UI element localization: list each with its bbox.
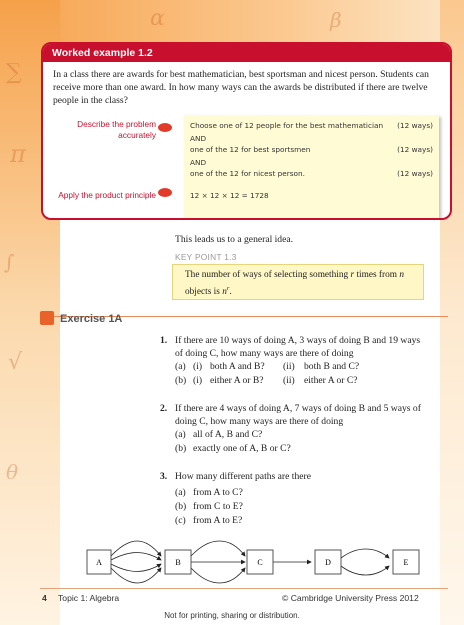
callout-bubble-icon [158,123,172,132]
key-point-text-part: . [229,287,232,298]
key-point-text [185,269,417,299]
part-label: (a) [175,429,186,440]
copyright: © Cambridge University Press 2012 [282,593,419,603]
path-d-e-top [341,549,389,558]
part-text: all of A, B and C? [193,429,263,440]
label-describe-problem: Describe the problem accurately [77,119,156,140]
part-label: (c) [175,515,186,526]
question-text: How many different paths are there [175,471,311,482]
note-ways: (12 ways) [397,121,433,130]
distribution-notice: Not for printing, sharing or distribution. [164,611,300,620]
part-text: either A or B? [210,375,264,386]
part-text: both A and B? [210,361,265,372]
subpart-label: (i) [193,361,203,372]
question-number: 3. [160,471,168,482]
path-a-b-top [111,541,161,556]
note-line: AND [190,134,207,143]
exercise-title: Exercise 1A [60,313,123,325]
path-b-c-bottom [191,568,245,583]
decorative-math-glyph: β [330,8,342,32]
key-point-box [172,264,424,300]
node-a-label: A [96,558,102,567]
question-number: 1. [160,335,168,346]
key-point-title: KEY POINT 1.3 [175,252,237,262]
key-point-text-part: objects is [185,287,223,298]
question-number: 2. [160,403,168,414]
worked-example-box [41,42,452,220]
part-text: either A or C? [304,375,358,386]
decorative-top-band [0,0,464,45]
key-point-var-n: n [399,270,404,280]
part-label: (a) [175,487,186,498]
worked-example-problem: In a class there are awards for best mathematician, best sportsman and nicest person. Students can receive more than one award. In how many ways can the awards be distributed if there are twelve people in the class? [53,69,429,106]
key-point-text-part: times from [354,270,400,280]
note-line: one of the 12 for nicest person. [190,169,305,178]
part-label: (a) [175,361,186,372]
question-text: If there are 10 ways of doing A, 3 ways of doing B and 19 ways of doing C, how many ways are there of doing [175,335,421,359]
part-text: from C to E? [193,501,243,512]
exercise-marker-icon [40,311,54,325]
key-point-var-n: n [222,287,227,298]
path-diagram [85,538,435,586]
callout-bubble-icon [158,188,172,197]
note-ways: (12 ways) [397,145,433,154]
part-text: exactly one of A, B or C? [193,443,291,454]
question-text: If there are 4 ways of doing A, 7 ways of doing B and 5 ways of doing C, how many ways are there of doing [175,403,421,427]
note-ways: (12 ways) [397,169,433,178]
path-d-e-bottom [341,566,389,575]
part-label: (b) [175,501,187,512]
path-b-c-top [191,541,245,556]
decorative-math-glyph: π [10,140,26,168]
decorative-math-glyph: α [150,6,165,31]
part-label: (b) [175,443,187,454]
node-b-label: B [175,558,181,567]
working-notes [184,115,439,220]
node-d-label: D [325,558,331,567]
general-idea-text: This leads us to a general idea. [175,234,294,245]
decorative-math-glyph: √ [8,350,23,375]
part-label: (b) [175,375,187,386]
key-point-var-r: r [226,285,230,292]
subpart-label: (i) [193,375,203,386]
worked-example-title: Worked example 1.2 [43,44,450,62]
page-number: 4 [42,593,47,603]
note-line: one of the 12 for best sportsmen [190,145,311,154]
footer-rule [40,588,448,589]
part-text: from A to E? [193,515,243,526]
path-a-b-bottom [111,568,161,583]
subpart-label: (ii) [283,375,295,386]
note-line: AND [190,158,207,167]
path-a-b-mid1 [111,553,161,561]
key-point-text-part: The number of ways of selecting something [185,270,351,280]
node-c-label: C [257,558,263,567]
key-point-var-r: r [350,270,355,280]
decorative-math-glyph: ∫ [4,250,15,274]
path-a-b-mid2 [111,564,161,572]
note-calculation: 12 × 12 × 12 = 1728 [190,191,269,200]
part-text: from A to C? [193,487,243,498]
decorative-math-glyph: ∑ [6,60,22,85]
part-text: both B and C? [304,361,360,372]
topic-label: Topic 1: Algebra [58,593,120,603]
note-line: Choose one of 12 people for the best mathematician [190,121,384,130]
label-product-principle: Apply the product principle [58,190,156,200]
subpart-label: (ii) [283,361,295,372]
decorative-math-glyph: θ [6,460,19,484]
node-e-label: E [403,558,409,567]
